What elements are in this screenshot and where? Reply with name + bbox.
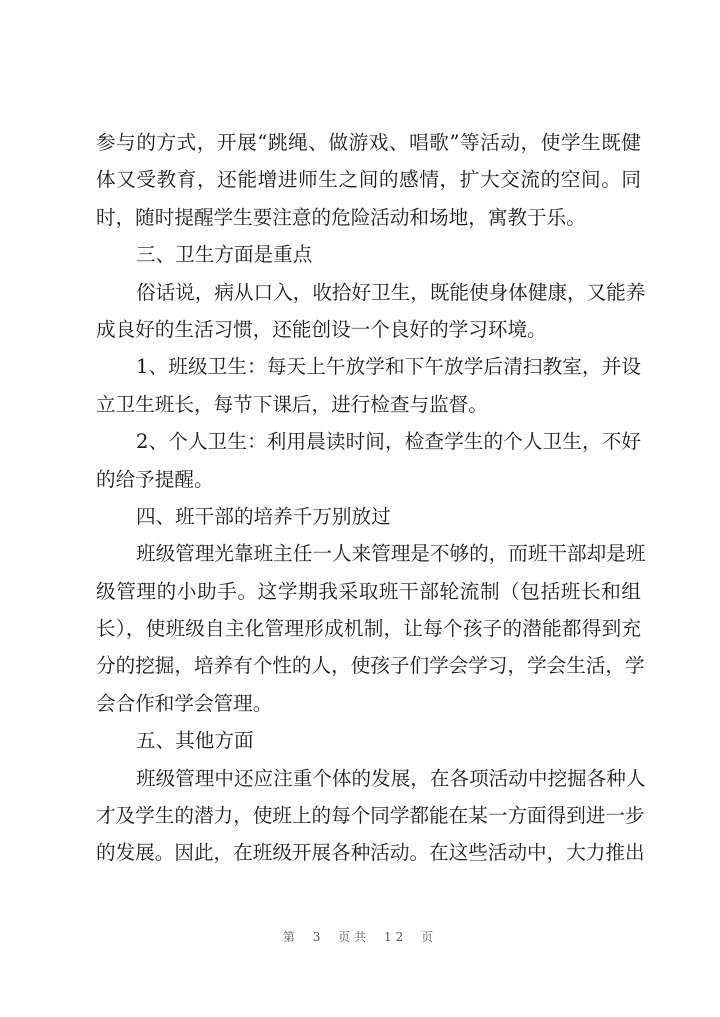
body-line-10: 的给予提醒。	[96, 467, 214, 491]
body-line-5: 俗话说，病从口入，收拾好卫生，既能使身体健康，又能养	[136, 280, 646, 304]
body-line-20: 的发展。因此，在班级开展各种活动。在这些活动中，大力推出	[96, 841, 645, 865]
page-footer	[0, 928, 720, 945]
body-line-19: 才及学生的潜力，使班上的每个同学都能在某一方面得到进一步	[96, 804, 645, 828]
total-pages-number: 12	[384, 930, 408, 944]
body-line-9: 2、个人卫生：利用晨读时间，检查学生的个人卫生，不好	[136, 430, 641, 454]
body-line-18: 班级管理中还应注重个体的发展，在各项活动中挖掘各种人	[136, 766, 646, 790]
body-line-8: 立卫生班长，每节下课后，进行检查与监督。	[96, 392, 488, 416]
body-line-15: 分的挖掘，培养有个性的人，使孩子们学会学习，学会生活，学	[96, 654, 645, 678]
page-label-suffix: 页	[421, 930, 438, 944]
section-heading-hygiene: 三、卫生方面是重点	[136, 243, 313, 267]
body-line-14: 长），使班级自主化管理形成机制，让每个孩子的潜能都得到充	[96, 617, 641, 641]
body-line-12: 班级管理光靠班主任一人来管理是不够的，而班干部却是班	[136, 542, 646, 566]
document-body	[96, 124, 646, 872]
body-line-16: 会合作和学会管理。	[96, 691, 273, 715]
section-heading-other: 五、其他方面	[136, 729, 254, 753]
body-line-1: 参与的方式，开展“跳绳、做游戏、唱歌”等活动，使学生既健	[96, 131, 641, 154]
body-line-6: 成良好的生活习惯，还能创设一个良好的学习环境。	[96, 317, 547, 341]
section-heading-class-cadres: 四、班干部的培养千万别放过	[136, 504, 391, 528]
body-line-13: 级管理的小助手。这学期我采取班干部轮流制（包括班长和组	[96, 579, 641, 603]
body-line-7: 1、班级卫生：每天上午放学和下午放学后清扫教室，并设	[136, 355, 641, 379]
page-label-prefix: 第	[282, 930, 299, 944]
body-line-3: 时，随时提醒学生要注意的危险活动和场地，寓教于乐。	[96, 205, 586, 229]
body-line-2: 体又受教育，还能增进师生之间的感情，扩大交流的空间。同	[96, 168, 641, 192]
page-label-mid: 页共	[338, 930, 371, 944]
current-page-number: 3	[312, 930, 325, 944]
